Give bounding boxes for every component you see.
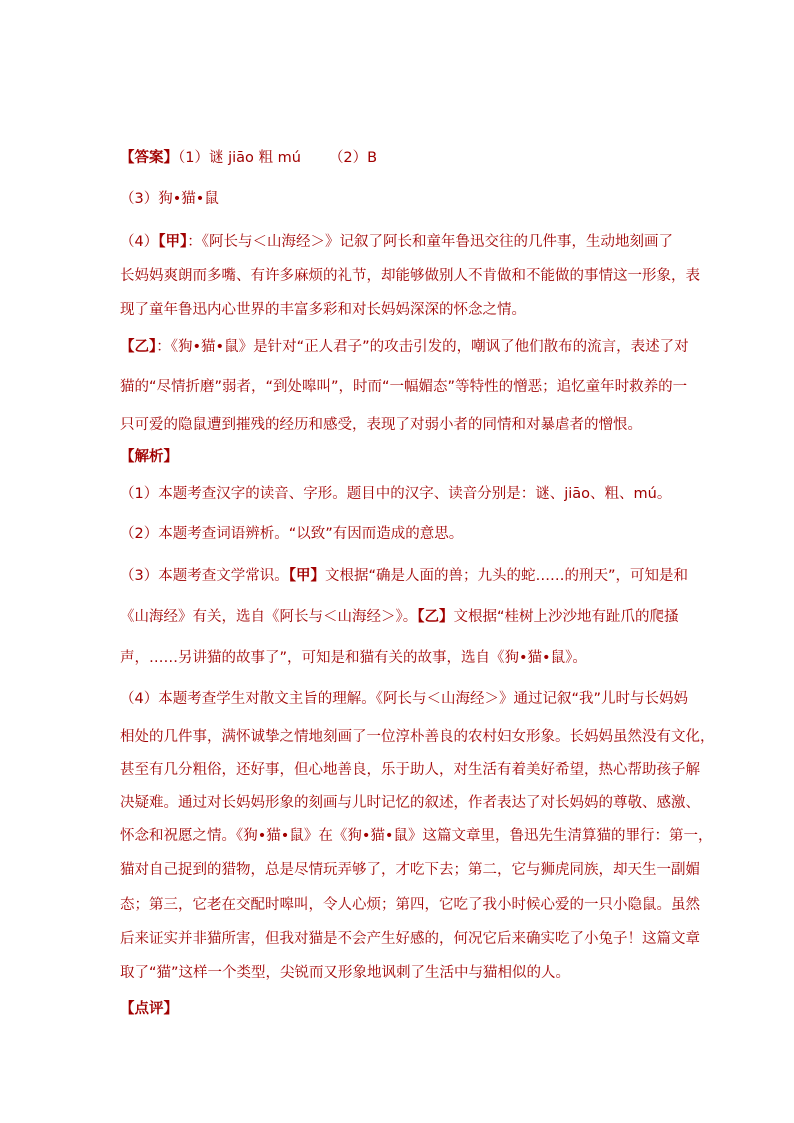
jia-label: 【甲】 [158, 234, 188, 250]
explanation-4-line-8: 后来证实并非猫所害，但我对猫是不会产生好感的，何况它后来确实吃了小兔子！这篇文章 [120, 931, 700, 947]
yi-line-3: 只可爱的隐鼠遭到摧残的经历和感受，表现了对弱小者的同情和对暴虐者的憎恨。 [120, 417, 642, 433]
explanation-1: （1）本题考查汉字的读音、字形。题目中的汉字、读音分别是：谜、jiāo、粗、mú。 [120, 486, 672, 502]
answer-4-line-2: 长妈妈爽朗而多嘴、有许多麻烦的礼节，却能够做别人不肯做和不能做的事情这一形象，表 [120, 268, 700, 284]
jia-label-2: 【甲】 [288, 568, 325, 584]
explanation-3-rest: 文根据“确是人面的兽；九头的蛇……的刑天”，可知是和 [324, 568, 689, 584]
explanation-4-line-6: 猫对自己捉到的猎物，总是尽情玩弄够了，才吃下去；第二，它与狮虎同族，却天生一副媚 [120, 862, 700, 878]
yi-line-2: 猫的“尽情折磨”弱者，“到处嗥叫”，时而“一幅媚态”等特性的憎恶；追忆童年时救养的一 [120, 379, 688, 395]
analysis-heading: 【解析】 [120, 449, 178, 465]
explanation-3-line-1 [120, 566, 689, 586]
answer-line [120, 148, 680, 168]
yi-text: ：《狗•猫•鼠》是针对“正人君子”的攻击引发的，嘲讽了他们散布的流言，表述了对 [156, 339, 689, 355]
explanation-4-line-9: 取了“猫”这样一个类型，尖锐而又形象地讽刺了生活中与猫相似的人。 [120, 965, 571, 981]
answer-part-2: （2）B [328, 150, 378, 166]
explanation-4-line-3: 甚至有几分粗俗，还好事，但心地善良，乐于助人，对生活有着美好希望，热心帮助孩子解 [120, 762, 700, 778]
answer-part-1: （1）谜 jiāo 粗 mú [178, 150, 301, 166]
yi-line-1 [120, 337, 689, 357]
answer-3-line: （3）狗•猫•鼠 [120, 191, 219, 207]
answer-4-line-3: 现了童年鲁迅内心世界的丰富多彩和对长妈妈深深的怀念之情。 [120, 302, 526, 318]
explanation-4-line-7: 态；第三，它老在交配时嗥叫，令人心烦；第四，它吃了我小时候心爱的一只小隐鼠。虽然 [120, 897, 700, 913]
explanation-4-line-4: 决疑难。通过对长妈妈形象的刻画与儿时记忆的叙述，作者表达了对长妈妈的尊敬、感激、 [120, 795, 700, 811]
explanation-2: （2）本题考查词语辨析。“以致”有因而造成的意思。 [120, 526, 464, 542]
answer-heading: 【答案】 [120, 150, 178, 166]
explanation-3-l2-rest: 文根据“桂树上沙沙地有趾爪的爬搔 [453, 609, 679, 625]
answer-4-number: （4） [120, 234, 159, 250]
explanation-3-l2-lead: 《山海经》有关，选自《阿长与＜山海经＞》。 [120, 609, 418, 625]
yi-label-2: 【乙】 [417, 609, 454, 625]
explanation-4-line-2: 相处的几件事，满怀诚挚之情地刻画了一位淳朴善良的农村妇女形象。长妈妈虽然没有文化， [120, 729, 715, 745]
answer-4-line-1 [120, 232, 680, 252]
yi-label: 【乙】 [120, 339, 157, 355]
comment-heading: 【点评】 [120, 1001, 178, 1017]
explanation-4-line-1: （4）本题考查学生对散文主旨的理解。《阿长与＜山海经＞》通过记叙“我”儿时与长妈妈 [120, 691, 688, 707]
explanation-3-line-3: 声，……另讲猫的故事了”，可知是和猫有关的故事，选自《狗•猫•鼠》。 [120, 650, 587, 666]
explanation-3-lead: （3）本题考查文学常识。 [120, 568, 289, 584]
explanation-3-line-2 [120, 607, 680, 627]
answer-4-text: ：《阿长与＜山海经＞》记叙了阿长和童年鲁迅交往的几件事，生动地刻画了 [187, 234, 673, 250]
explanation-4-line-5: 怀念和祝愿之情。《狗•猫•鼠》在《狗•猫•鼠》这篇文章里，鲁迅先生清算猫的罪行：第一， [120, 828, 713, 844]
